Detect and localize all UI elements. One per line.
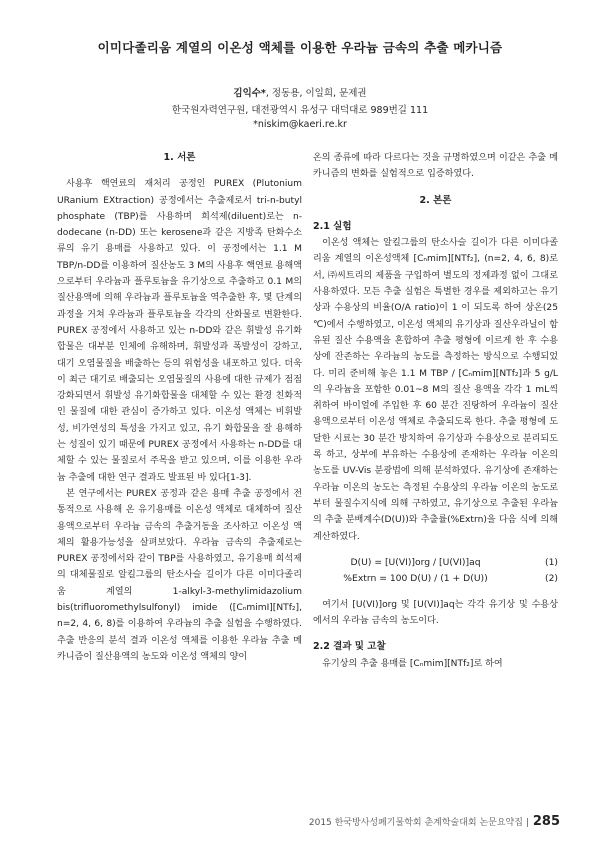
- paper-title: 이미다졸리움 계열의 이온성 액체를 이용한 우라늄 금속의 추출 메카니즘: [97, 40, 503, 55]
- equation-2: [313, 571, 558, 587]
- intro-continuation: 온의 종류에 따라 다르다는 것을 규명하였으며 이같은 추출 메카니즘의 변화를 실험적으로 입증하였다.: [313, 153, 558, 180]
- results-subheading: 2.2 결과 및 고찰: [313, 641, 386, 653]
- footer-separator: |: [525, 818, 529, 828]
- equation-1-formula: D(U) = [U(VI)]org / [U(VI)]aq: [350, 556, 481, 568]
- author-line: [0, 85, 600, 99]
- equation-2-formula: %Extrn = 100 D(U) / (1 + D(U)): [343, 572, 488, 584]
- right-column: [313, 150, 558, 672]
- email: *niskim@kaeri.re.kr: [253, 119, 347, 130]
- conference-name: 2015 한국방사성폐기물학회 춘계학술대회 논문요약집: [308, 818, 523, 828]
- results-paragraph-1: 유기상의 추출 용매를 [Cₙmim][NTf₂]로 하여: [322, 658, 503, 669]
- experiment-paragraph-2: 여기서 [U(VI)]org 및 [U(VI)]aq는 각각 유기상 및 수용상에서의 우라늄 금속의 농도이다.: [313, 599, 558, 627]
- intro-paragraph-1: 사용후 핵연료의 재처리 공정인 PUREX (Plutonium URanium EXtraction) 공정에서는 추출제로서 tri-n-butyl phosphate (TBP)를 사용하며 희석제(diluent)로는 n-dodecane (n-DD) 또는 kerosene과 같은 지방족 탄화수소류의 유기 용매를 사용하고 있다. 이 공정에서는 1.1 M TBP/n-DD를 이용하여 질산농도 3 M의 사용후 핵연료 용해액으로부터 우라늄과 플루토늄을 유기상으로 추출하고 0.1 M의 질산용액에 의해 우라늄과 플루토늄을 역추출한 후, 몇 단계의 과정을 거쳐 우라늄과 플루토늄을 각각의 산화물로 변환한다. PUREX 공정에서 사용하고 있는 n-DD와 같은 휘발성 유기화합물은 대부분 인체에 유해하며, 휘발성과 폭발성이 강하고, 대기 오염물질을 배출하는 등의 위험성을 내포하고 있다. 더욱이 최근 대기로 배출되는 오염물질의 사용에 대한 규제가 점점 강화되면서 휘발성 유기화합물을 대체할 수 있는 환경 친화적인 물질에 대한 관심이 증가하고 있다. 이온성 액체는 비휘발성, 비가연성의 특성을 가지고 있고, 유기 화합물을 잘 용해하는 성질이 있기 때문에 PUREX 공정에서 사용하는 n-DD를 대체할 수 있는 물질로서 주목을 받고 있으며, 이를 이용한 우라늄 추출에 대한 연구 결과도 발표된 바 있다[1-3].: [57, 179, 302, 483]
- intro-paragraph-2: 본 연구에서는 PUREX 공정과 같은 용매 추출 공정에서 전통적으로 사용해 온 유기용매를 이온성 액체로 대체하여 질산용액으로부터 우라늄 금속의 추출거동을 조사하고 이온성 액체의 활용가능성을 살펴보았다. 우라늄 금속의 추출제로는 PUREX 공정에서와 같이 TBP를 사용하였고, 유기용매 희석제의 대체물질로 알킬그룹의 탄소사슬 길이가 다른 이미다졸리움 계열의 1-alkyl-3-methylimidazolium bis(trifluoromethylsulfonyl) imide ([CₙmimI][NTf₂], n=2, 4, 6, 8)를 이용하여 우라늄의 추출 실험을 수행하였다. 추출 반응의 분석 결과 이온성 액체를 이용한 우라늄 추출 메카니즘이 질산용액의 농도와 이온성 액체의 양이: [57, 488, 302, 662]
- experiment-paragraph-1: 이온성 액체는 알킬그룹의 탄소사슬 길이가 다른 이미다졸리움 계열의 이온성액체 [Cₙmim][NTf₂], (n=2, 4, 6, 8)로서, ㈜씨트리의 제품을 구입하여 별도의 정제과정 없이 그대로 사용하였다. 모든 추출 실험은 특별한 경우를 제외하고는 유기상과 수용상의 비율(O/A ratio)이 1 이 되도록 하여 상온(25 ℃)에서 수행하였고, 이온성 액체의 유기상과 질산우라닐이 함유된 질산 수용액을 혼합하여 추출 평형에 이르게 한 후 수용상에 잔존하는 우라늄의 농도를 측정하는 방식으로 수행되었다. 미리 준비해 놓은 1.1 M TBP / [Cₙmim][NTf₂]과 5 g/L의 우라늄을 포함한 0.01~8 M의 질산 용액을 각각 1 mL씩 취하여 바이얼에 주입한 후 60 분간 진탕하여 우라늄이 질산용액으로부터 이온성 액체로 추출되도록 한다. 추출 평형에 도달한 시료는 30 분간 방치하여 유기상과 수용상으로 분리되도록 하고, 상부에 부유하는 수용상에 존재하는 우라늄 이온의 농도를 UV-Vis 분광법에 의해 분석하였다. 유기상에 존재하는 우라늄 이온의 농도는 측정된 수용상의 우라늄 이온의 농도로부터 물질수지식에 의해 구하였고, 유기상으로 추출된 우라늄의 추출 분배계수(D(U))와 추출률(%Extrn)을 다음 식에 의해 계산하였다.: [313, 238, 558, 542]
- equation-1: [313, 555, 558, 571]
- equation-1-number: (1): [544, 556, 558, 568]
- left-column: [57, 150, 302, 665]
- intro-heading: 1. 서론: [163, 152, 196, 163]
- experiment-subheading: 2.1 실험: [313, 220, 352, 232]
- affiliation: 한국원자력연구원, 대전광역시 유성구 대덕대로 989번길 111: [171, 105, 429, 116]
- page-footer: [309, 814, 560, 829]
- page-number: 285: [532, 814, 560, 829]
- co-authors: , 정동용, 이일희, 문제권: [265, 88, 367, 99]
- equation-2-number: (2): [544, 572, 558, 584]
- lead-author: 김익수*: [233, 88, 266, 99]
- main-heading: 2. 본론: [419, 194, 452, 206]
